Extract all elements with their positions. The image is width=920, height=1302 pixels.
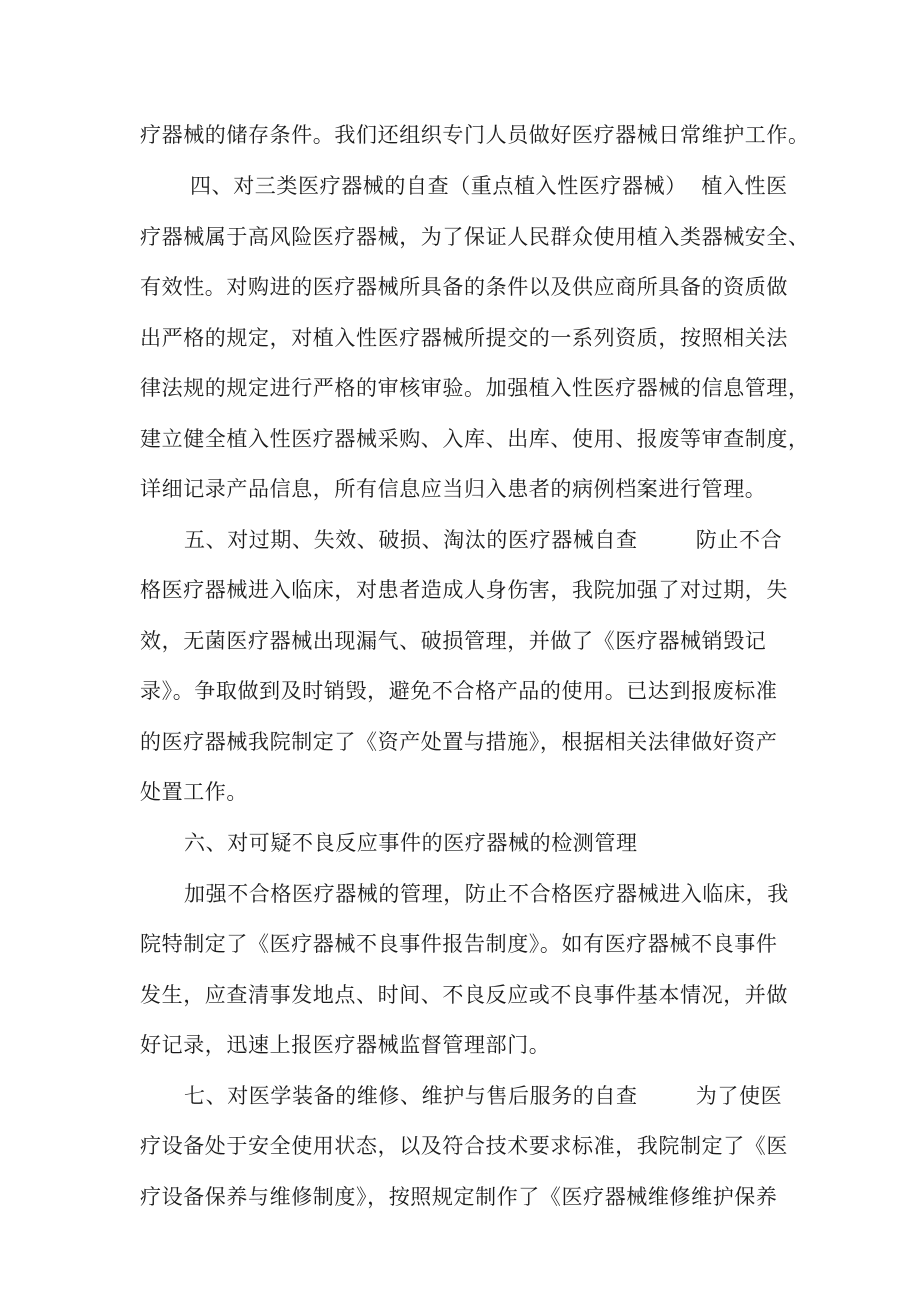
text-line-12: 录》。争取做到及时销毁，避免不合格产品的使用。已达到报废标准 (140, 679, 778, 703)
text-line-22: 疗设备保养与维修制度》，按照规定制作了《医疗器械维修维护保养 (140, 1185, 778, 1209)
section-six-heading: 六、对可疑不良反应事件的医疗器械的检测管理 (184, 831, 638, 855)
text-line-8: 详细记录产品信息，所有信息应当归入患者的病例档案进行管理。 (140, 477, 767, 501)
text-line-7: 建立健全植入性医疗器械采购、入库、出库、使用、报废等审查制度， (140, 427, 810, 451)
text-line-17: 院特制定了《医疗器械不良事件报告制度》。如有医疗器械不良事件 (140, 932, 778, 956)
section-five-heading-line: 五、对过期、失效、破损、淘汰的医疗器械自查 防止不合 (184, 528, 783, 552)
text-line-6: 律法规的规定进行严格的审核审验。加强植入性医疗器械的信息管理， (140, 376, 810, 400)
text-line-19: 好记录，迅速上报医疗器械监督管理部门。 (140, 1033, 551, 1057)
text-line-14: 处置工作。 (140, 780, 248, 804)
text-line-4: 有效性。对购进的医疗器械所具备的条件以及供应商所具备的资质做 (140, 275, 788, 299)
text-line-18: 发生，应查清事发地点、时间、不良反应或不良事件基本情况，并做 (140, 983, 788, 1007)
text-line-13: 的医疗器械我院制定了《资产处置与措施》，根据相关法律做好资产 (140, 730, 778, 754)
section-seven-heading-line: 七、对医学装备的维修、维护与售后服务的自查 为了使医 (184, 1084, 783, 1108)
section-four-heading-line: 四、对三类医疗器械的自查（重点植入性医疗器械） 植入性医 (190, 174, 788, 198)
text-line-21: 疗设备处于安全使用状态，以及符合技术要求标准，我院制定了《医 (140, 1134, 788, 1158)
text-line-16: 加强不合格医疗器械的管理，防止不合格医疗器械进入临床，我 (184, 882, 789, 906)
text-line-3: 疗器械属于高风险医疗器械，为了保证人民群众使用植入类器械安全、 (140, 225, 810, 249)
text-line-1: 疗器械的储存条件。我们还组织专门人员做好医疗器械日常维护工作。 (140, 123, 810, 147)
text-line-10: 格医疗器械进入临床，对患者造成人身伤害，我院加强了对过期，失 (140, 578, 788, 602)
text-line-11: 效，无菌医疗器械出现漏气、破损管理，并做了《医疗器械销毁记 (140, 629, 767, 653)
text-line-5: 出严格的规定，对植入性医疗器械所提交的一系列资质，按照相关法 (140, 326, 788, 350)
